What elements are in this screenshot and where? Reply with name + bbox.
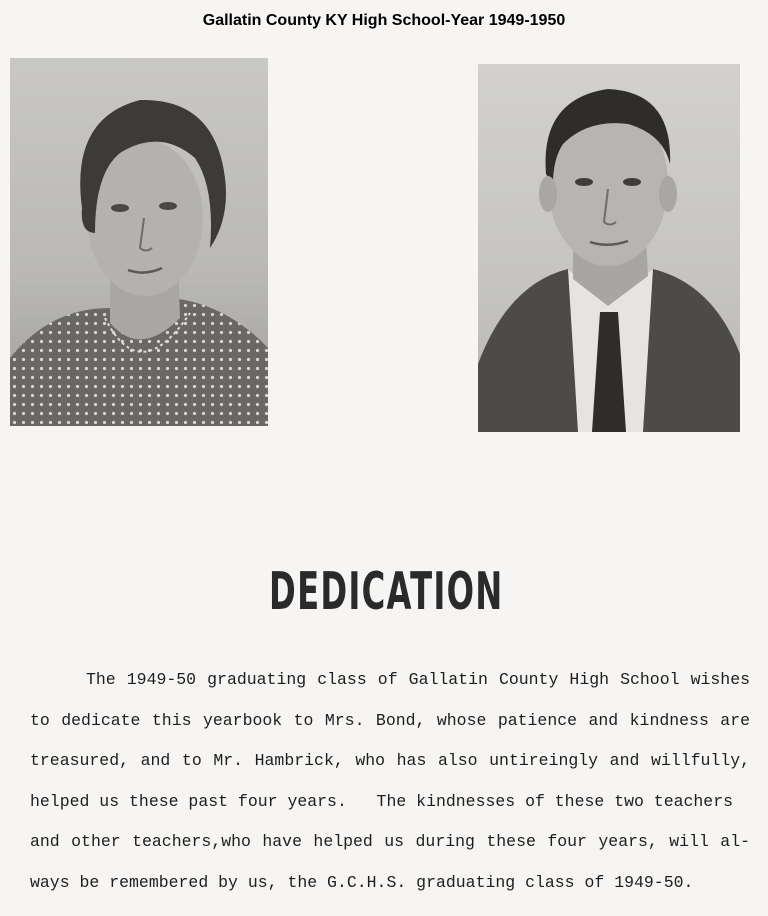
page-header-title: Gallatin County KY High School-Year 1949-1950 [202,12,566,29]
portrait-mr-hambrick [478,64,740,432]
dedication-line-6: ways be remembered by us, the G.C.H.S. graduating class of 1949-50. [30,872,694,892]
dedication-heading: DEDICATION [269,562,504,622]
dedication-line-2: to dedicate this yearbook to Mrs. Bond, whose patience and kindness are [30,710,750,730]
dedication-line-3: treasured, and to Mr. Hambrick, who has also untireingly and willfully, [30,751,750,770]
portrait-woman-image [10,58,268,426]
dedication-line-5: and other teachers,who have helped us during these four years, will al- [30,832,750,851]
portrait-man-image [478,64,740,432]
dedication-line-1: The 1949-50 graduating class of Gallatin County High School wishes [86,670,750,689]
dedication-line-4: helped us these past four years. The kindnesses of these two teachers [30,791,734,811]
dedication-paragraph [30,660,750,903]
portrait-mrs-bond [10,58,268,426]
